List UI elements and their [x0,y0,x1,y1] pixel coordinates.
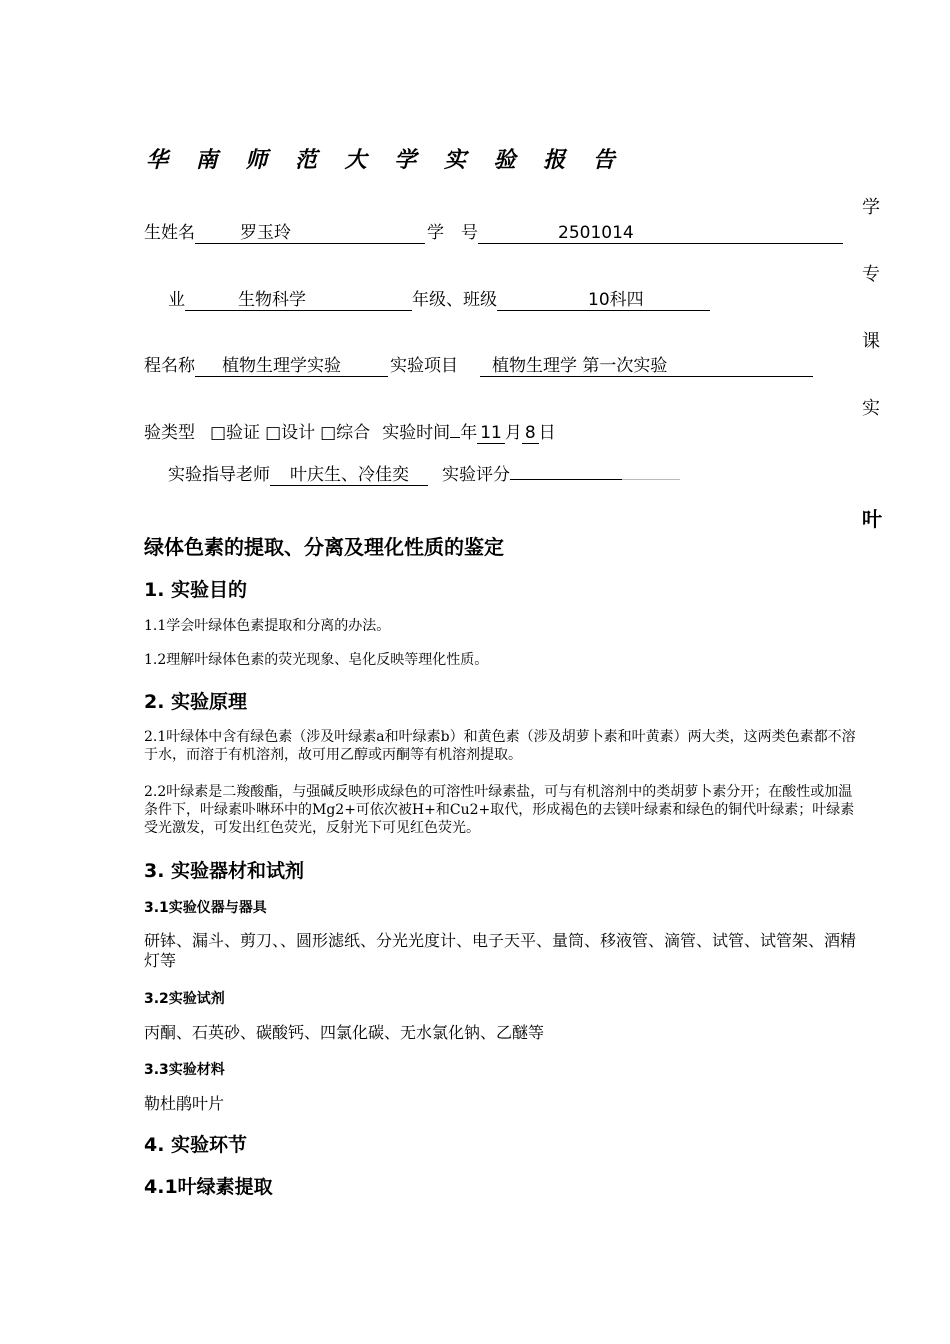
time-day: 8 [522,423,539,444]
section-3-2-title: 3.2实验试剂 [144,991,225,1007]
side-char-shi: 实 [862,398,880,419]
main-title: 绿体色素的提取、分离及理化性质的鉴定 [144,535,504,559]
type-option-design[interactable]: □设计 [265,423,316,443]
form-row-type [144,418,556,444]
type-label: 验类型 [144,423,195,443]
grade-label: 年级、班级 [412,290,497,310]
type-option-combined[interactable]: □综合 [320,423,371,443]
side-char-ke: 课 [862,331,880,352]
teacher-field: 叶庆生、冷佳奕 [270,465,428,486]
section-3-3-para: 勒杜鹃叶片 [144,1094,225,1113]
section-4-title: 4. 实验环节 [144,1134,248,1156]
section-1-para-1: 1.1学会叶绿体色素提取和分离的办法。 [144,618,391,634]
section-3-3-title: 3.3实验材料 [144,1062,225,1078]
section-4-1-title: 4.1叶绿素提取 [144,1176,273,1198]
section-3-title: 3. 实验器材和试剂 [144,860,305,882]
project-field: 植物生理学 第一次实验 [480,356,813,377]
form-row-teacher [168,460,680,486]
time-label: 实验时间 [382,423,451,443]
course-field: 植物生理学实验 [195,356,388,377]
score-field [510,479,622,480]
major-field: 生物科学 [185,290,412,311]
side-char-ye: 叶 [862,507,882,531]
teacher-label: 实验指导老师 [168,465,270,485]
section-3-1-para: 研钵、漏斗、剪刀、、圆形滤纸、分光光度计、电子天平、量筒、移液管、滴管、试管、试管架、酒精灯等 [144,931,857,970]
form-row-course [144,351,813,377]
type-option-verify[interactable]: □验证 [210,423,261,443]
student-id-label: 学 号 [427,223,478,243]
section-2-para-2: 2.2叶绿素是二羧酸酯，与强碱反映形成绿色的可溶性叶绿素盐，可与有机溶剂中的类胡萝卜素分开；在酸性或加温条件下，叶绿素卟啉环中的Mg2+可依次被H+和Cu2+取代，形成褐色的去镁叶绿素和绿色的铜代叶绿素；叶绿素受光激发，可发出红色荧光，反射光下可见红色荧光。 [144,784,855,836]
student-id-field: 2501014 [478,223,843,244]
time-month-unit: 月 [504,423,522,443]
section-2-title: 2. 实验原理 [144,691,248,713]
report-title: 华 南 师 范 大 学 实 验 报 告 [146,147,625,173]
score-label: 实验评分 [442,465,510,485]
student-name-label: 生姓名 [144,223,195,243]
time-day-unit: 日 [538,423,556,443]
section-1-title: 1. 实验目的 [144,579,248,601]
grade-field: 10科四 [497,290,710,311]
section-1-para-2: 1.2理解叶绿体色素的荧光现象、皂化反映等理化性质。 [144,652,489,668]
score-field-extension [622,479,680,480]
time-year-unit: 年 [460,423,478,443]
time-blank [450,437,460,438]
major-label: 业 [168,290,185,310]
side-char-xue: 学 [862,197,880,218]
course-label: 程名称 [144,356,195,376]
side-char-zhuan: 专 [862,264,880,285]
section-3-2-para: 丙酮、石英砂、碳酸钙、四氯化碳、无水氯化钠、乙醚等 [144,1023,545,1042]
student-name-field: 罗玉玲 [195,223,425,244]
project-label: 实验项目 [390,356,458,376]
form-row-name [144,218,843,244]
time-month: 11 [477,423,505,444]
section-3-1-title: 3.1实验仪器与器具 [144,900,267,916]
form-row-major [168,285,710,311]
section-2-para-1: 2.1叶绿体中含有绿色素（涉及叶绿素a和叶绿素b）和黄色素（涉及胡萝卜素和叶黄素）两大类，这两类色素都不溶于水，而溶于有机溶剂，故可用乙醇或丙酮等有机溶剂提取。 [144,729,856,763]
